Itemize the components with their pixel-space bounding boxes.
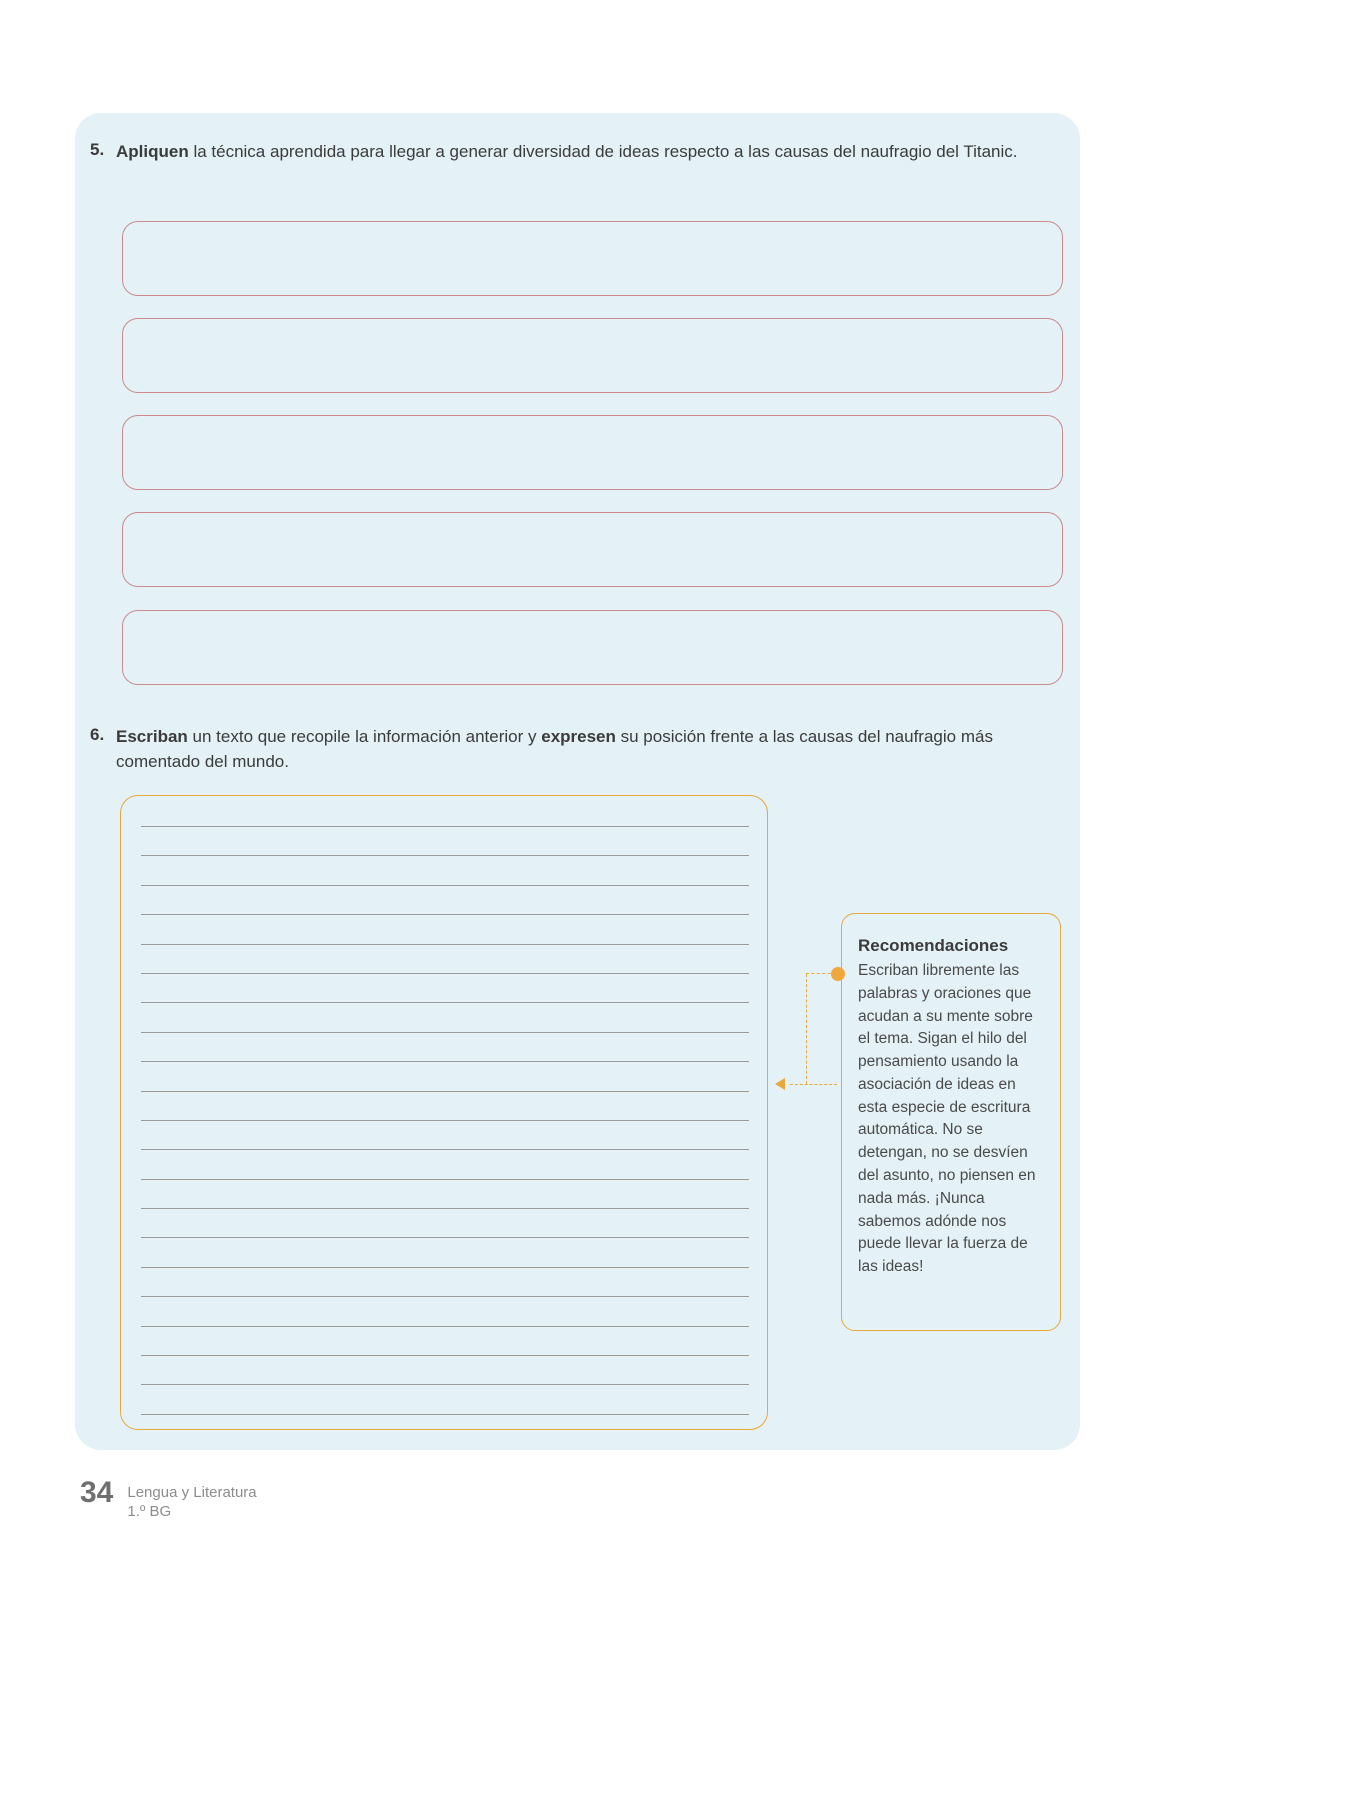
writing-line xyxy=(141,1355,749,1356)
rule-lines xyxy=(141,826,749,1430)
writing-line xyxy=(141,1208,749,1209)
answer-box-3[interactable] xyxy=(122,415,1063,490)
writing-line xyxy=(141,1326,749,1327)
connector-line-bottom xyxy=(790,1084,837,1085)
writing-line xyxy=(141,885,749,886)
page-footer xyxy=(80,1478,257,1522)
writing-area[interactable] xyxy=(120,795,768,1430)
connector-line-vertical xyxy=(806,974,807,1084)
recommendations-callout xyxy=(841,913,1061,1331)
exercise-5-number: 5. xyxy=(90,140,105,159)
writing-line xyxy=(141,1237,749,1238)
writing-line xyxy=(141,914,749,915)
writing-line xyxy=(141,1120,749,1121)
answer-box-5[interactable] xyxy=(122,610,1063,685)
writing-line xyxy=(141,826,749,827)
writing-line xyxy=(141,855,749,856)
footer-level: 1.º BG xyxy=(127,1502,172,1520)
answer-box-2[interactable] xyxy=(122,318,1063,393)
exercise-6 xyxy=(82,725,1072,774)
writing-line xyxy=(141,1414,749,1415)
exercise-5-rest: la técnica aprendida para llegar a generar diversidad de ideas respecto a las causas del naufragio del Titanic. xyxy=(188,142,1018,161)
writing-line xyxy=(141,944,749,945)
connector-arrow-icon xyxy=(775,1078,785,1090)
page-number: 34 xyxy=(80,1476,114,1509)
writing-line xyxy=(141,1267,749,1268)
answer-box-1[interactable] xyxy=(122,221,1063,296)
writing-line xyxy=(141,1061,749,1062)
writing-line xyxy=(141,973,749,974)
answer-box-4[interactable] xyxy=(122,512,1063,587)
exercise-6-rest: su posición frente a las causas del naufragio más comentado del mundo. xyxy=(116,727,993,771)
writing-line xyxy=(141,1032,749,1033)
writing-line xyxy=(141,1002,749,1003)
writing-line xyxy=(141,1149,749,1150)
writing-line xyxy=(141,1384,749,1385)
exercise-6-number: 6. xyxy=(90,725,105,744)
footer-subject: Lengua y Literatura xyxy=(127,1484,257,1501)
exercise-6-text xyxy=(116,725,1061,774)
writing-line xyxy=(141,1296,749,1297)
exercise-5-text xyxy=(116,140,1018,165)
footer-text xyxy=(127,1478,256,1522)
exercise-5-lead: Apliquen xyxy=(116,142,189,161)
writing-line xyxy=(141,1179,749,1180)
writing-line xyxy=(141,1091,749,1092)
recommendations-body: Escriban libremente las palabras y oraciones que acudan a su mente sobre el tema. Sigan el hilo del pensamiento usando la asociación de ideas en esta especie de escritura automática. No se detengan, no se desvíen del asunto, no piensen en nada más. ¡Nunca sabemos adónde nos puede llevar la fuerza de las ideas! xyxy=(858,962,1036,1276)
exercise-6-lead: Escriban xyxy=(116,727,188,746)
exercise-5 xyxy=(82,140,1072,165)
recommendations-title: Recomendaciones xyxy=(858,936,1009,955)
exercise-6-lead2: expresen xyxy=(541,727,616,746)
exercise-6-mid: un texto que recopile la información anterior y xyxy=(187,727,542,746)
